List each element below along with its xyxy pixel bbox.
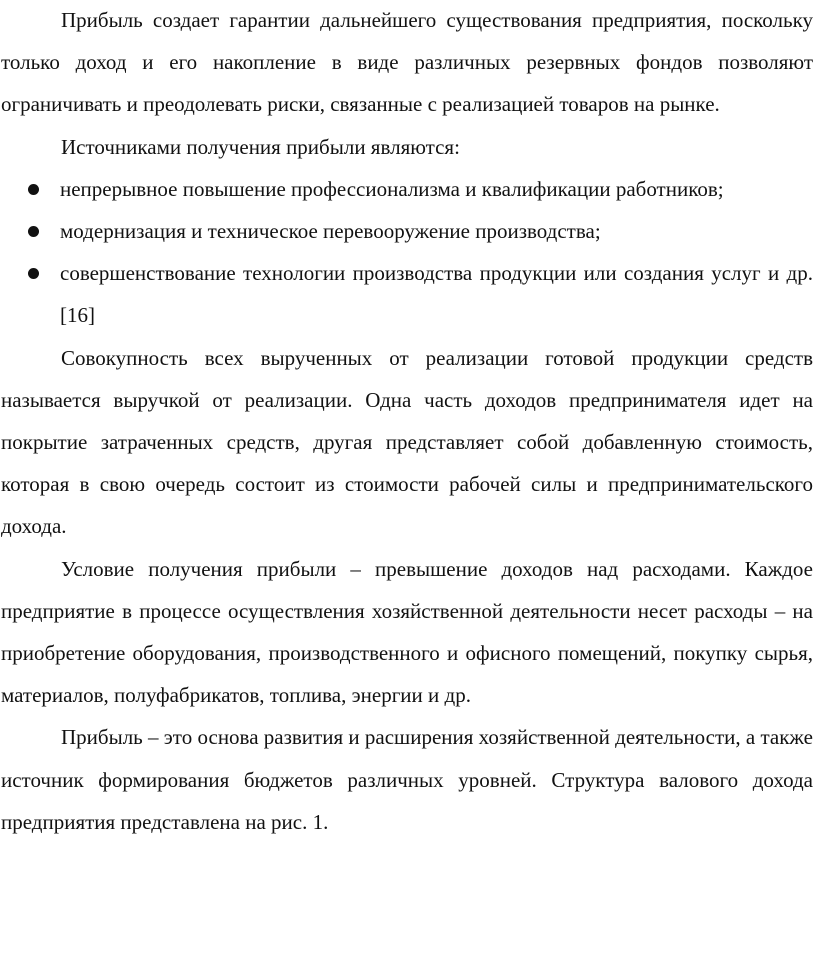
- paragraph-profit-guarantees: Прибыль создает гарантии дальнейшего существования предприятия, поскольку только доход и его накопление в виде различных резервных фондов позволяют ограничивать и преодолевать риски, связанные с реализацией товаров на рынке.: [1, 8, 813, 117]
- list-item-text: совершенствование технологии производства продукции или создания услуг и др. [16]: [60, 261, 813, 328]
- paragraph-sources-intro: Источниками получения прибыли являются:: [61, 134, 460, 159]
- list-item: [1, 168, 813, 210]
- paragraph-profit-basis: Прибыль – это основа развития и расширения хозяйственной деятельности, а также источник формирования бюджетов различных уровней. Структура валового дохода предприятия представлена на рис. 1.: [1, 725, 813, 834]
- sources-list: [1, 168, 813, 337]
- list-item-text: непрерывное повышение профессионализма и квалификации работников;: [60, 176, 724, 201]
- list-item: [1, 252, 813, 336]
- paragraph-revenue: Совокупность всех вырученных от реализации готовой продукции средств называется выручкой от реализации. Одна часть доходов предпринимателя идет на покрытие затраченных средств, другая представляет собой добавленную стоимость, которая в свою очередь состоит из стоимости рабочей силы и предпринимательского дохода.: [1, 345, 813, 539]
- list-item-text: модернизация и техническое перевооружение производства;: [60, 219, 601, 244]
- bullet-icon: [28, 226, 39, 237]
- bullet-icon: [28, 184, 39, 195]
- list-item: [1, 210, 813, 252]
- bullet-icon: [28, 268, 39, 279]
- paragraph-profit-condition: Условие получения прибыли – превышение доходов над расходами. Каждое предприятие в процессе осуществления хозяйственной деятельности несет расходы – на приобретение оборудования, производственного и офисного помещений, покупку сырья, материалов, полуфабрикатов, топлива, энергии и др.: [1, 556, 813, 708]
